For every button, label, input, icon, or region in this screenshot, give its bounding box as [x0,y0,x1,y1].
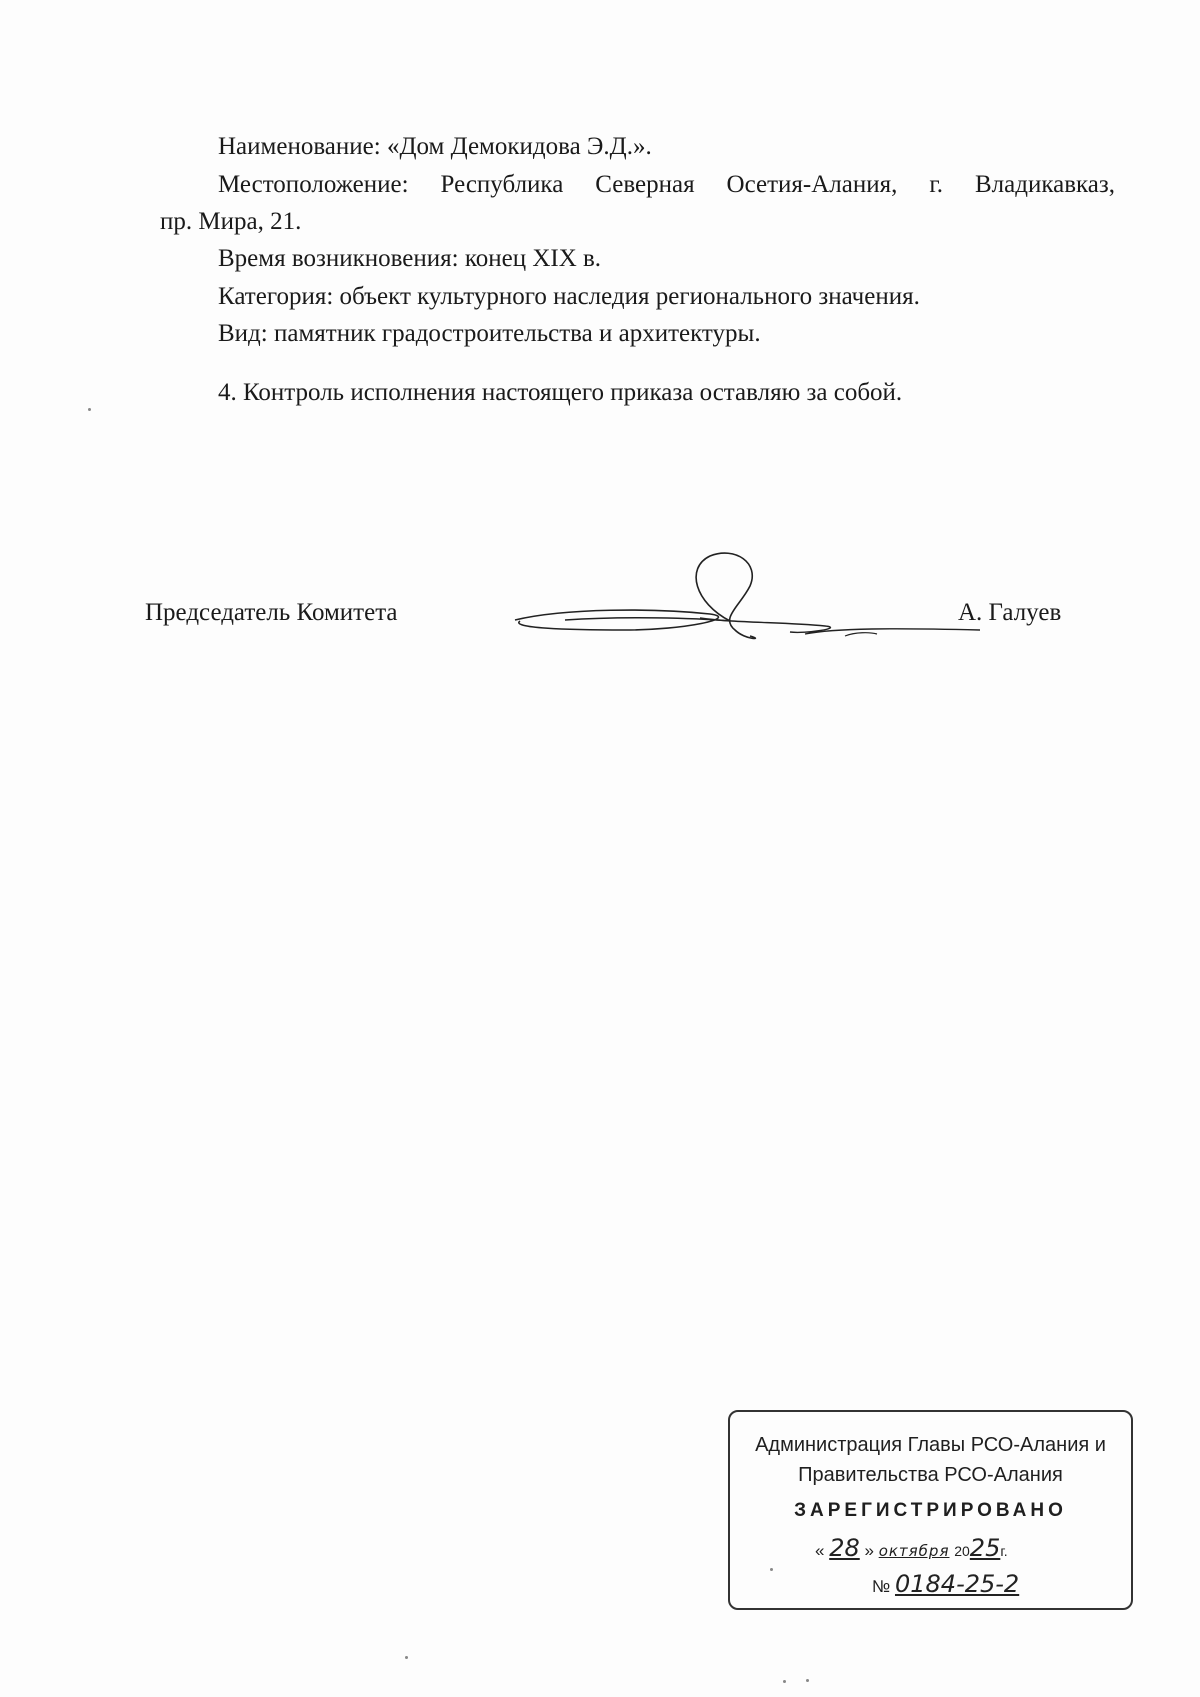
stamp-registered-label: ЗАРЕГИСТРИРОВАНО [794,1500,1067,1521]
stamp-number-label: № [872,1577,891,1596]
location-line: Местоположение: Республика Северная Осетия-Алания, г. Владикавказ, [218,171,1115,198]
stamp-year-suffix: 25 [969,1534,1001,1562]
signatory-title: Председатель Комитета [145,599,398,626]
stamp-year-prefix: 20 [954,1543,970,1559]
origin-time-line: Время возникновения: конец XIX в. [218,245,602,272]
scan-speck [806,1679,809,1682]
stamp-date-close-quote: » [864,1541,874,1560]
object-name-line: Наименование: «Дом Демокидова Э.Д.». [218,133,652,160]
scan-speck [783,1680,786,1683]
type-line: Вид: памятник градостроительства и архитектуры. [218,320,761,347]
stamp-month: октября [878,1542,950,1560]
scan-speck [770,1568,773,1571]
stamp-year-unit: г. [1000,1543,1008,1559]
stamp-number-value: 0184-25-2 [894,1570,1020,1598]
control-clause-line: 4. Контроль исполнения настоящего приказа оставляю за собой. [218,379,903,406]
signatory-name: А. Галуев [958,599,1062,626]
stamp-number [872,1570,1019,1598]
handwritten-signature [505,548,985,658]
stamp-day: 28 [829,1534,860,1562]
scan-speck [88,408,91,411]
category-line: Категория: объект культурного наследия регионального значения. [218,283,920,310]
stamp-org-line-2: Правительства РСО-Алания [798,1464,1063,1486]
address-line: пр. Мира, 21. [160,208,302,235]
scan-speck [405,1656,408,1659]
stamp-date-open-quote: « [815,1541,825,1560]
stamp-date [815,1534,1008,1562]
stamp-org-line-1: Администрация Главы РСО-Алания и [755,1434,1106,1456]
registration-stamp [728,1410,1133,1610]
